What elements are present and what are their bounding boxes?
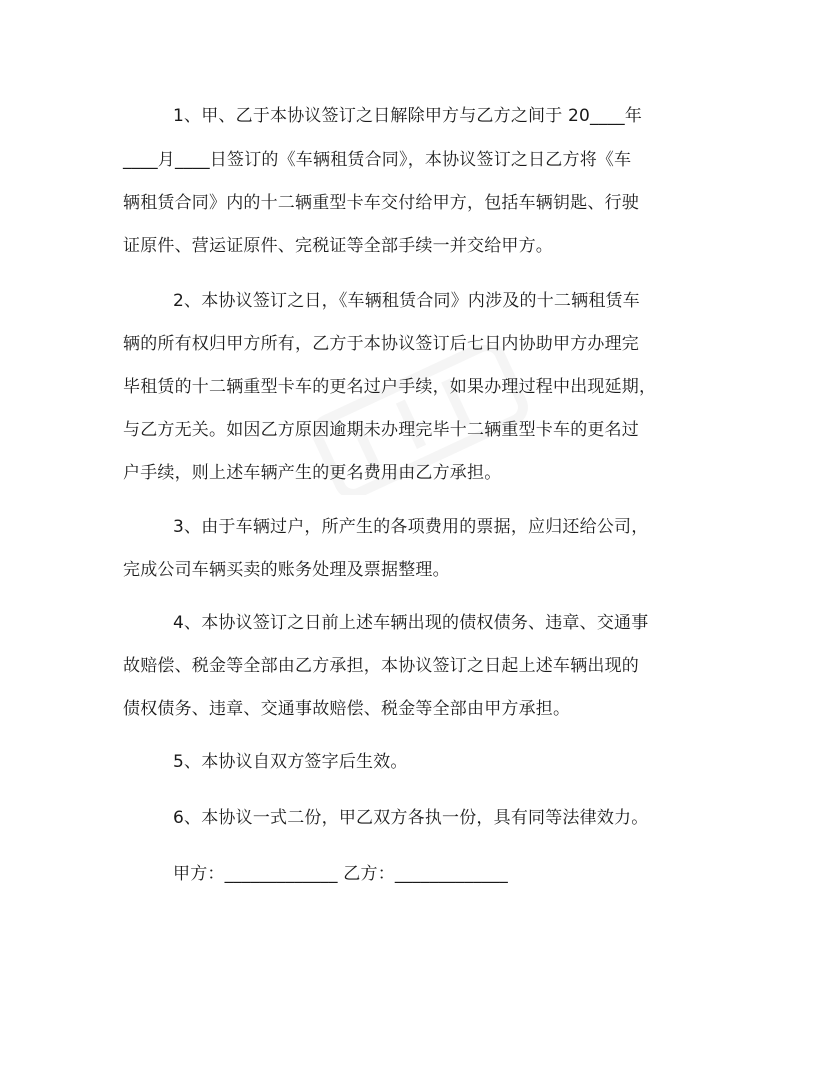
- clause-2-line-3: 毕租赁的十二辆重型卡车的更名过户手续，如果办理过程中出现延期，: [123, 377, 657, 397]
- clause-3-line-2: 完成公司车辆买卖的账务处理及票据整理。: [123, 560, 450, 580]
- clause-2-line-4: 与乙方无关。如因乙方原因逾期未办理完毕十二辆重型卡车的更名过: [123, 420, 639, 440]
- clause-1-line-3: 辆租赁合同》内的十二辆重型卡车交付给甲方，包括车辆钥匙、行驶: [123, 193, 639, 213]
- clause-5-line-1: 5、本协议自双方签字后生效。: [173, 752, 408, 772]
- clause-1-line-1: 1、甲、乙于本协议签订之日解除甲方与乙方之间于 20____年: [173, 106, 643, 126]
- clause-6-line-1: 6、本协议一式二份，甲乙双方各执一份，具有同等法律效力。: [173, 808, 649, 828]
- clause-1-line-4: 证原件、营运证原件、完税证等全部手续一并交给甲方。: [123, 236, 553, 256]
- clause-2-line-5: 户手续，则上述车辆产生的更名费用由乙方承担。: [123, 463, 502, 483]
- clause-2-line-2: 辆的所有权归甲方所有，乙方于本协议签订后七日内协助甲方办理完: [123, 334, 639, 354]
- signature-line: 甲方：_____________ 乙方：_____________: [173, 864, 509, 884]
- clause-4-line-2: 故赔偿、税金等全部由乙方承担，本协议签订之日起上述车辆出现的: [123, 656, 639, 676]
- clause-3-line-1: 3、由于车辆过户，所产生的各项费用的票据，应归还给公司，: [173, 517, 649, 537]
- clause-4-line-1: 4、本协议签订之日前上述车辆出现的债权债务、违章、交通事: [173, 613, 649, 633]
- clause-2-line-1: 2、本协议签订之日，《车辆租赁合同》内涉及的十二辆租赁车: [173, 291, 640, 311]
- clause-1-line-2: ____月____日签订的《车辆租赁合同》，本协议签订之日乙方将《车: [123, 150, 632, 170]
- clause-4-line-3: 债权债务、违章、交通事故赔偿、税金等全部由甲方承担。: [123, 699, 571, 719]
